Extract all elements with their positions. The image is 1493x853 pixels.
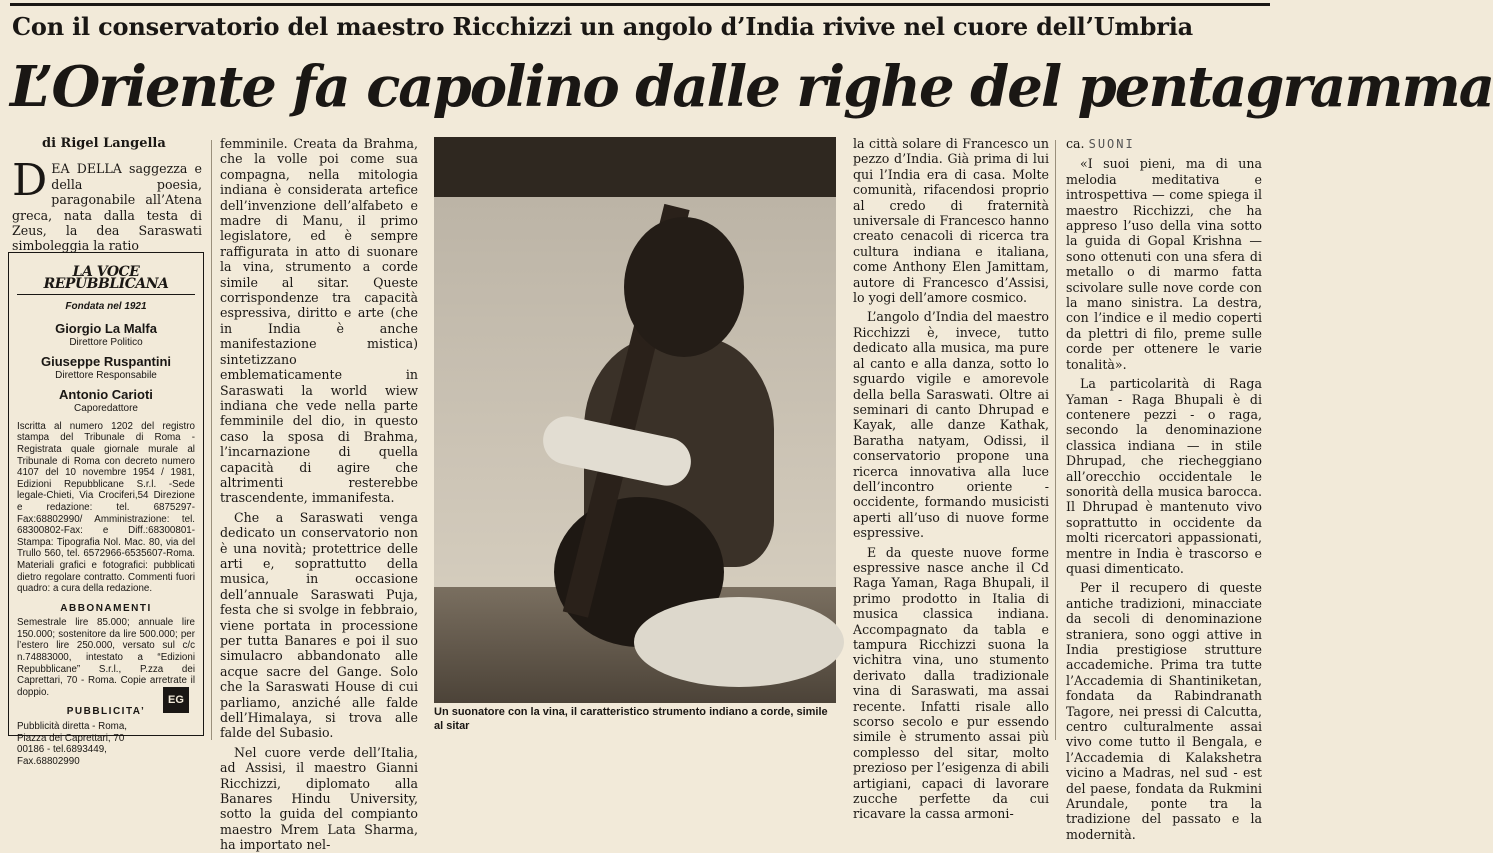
- paragraph: Per il recupero di queste antiche tradizioni, minacciate da secoli di denominazione straniera, sono oggi attive in India prestigiose strutture accademiche. Prima tra tutte l’Accademia di Shantiniketan, fondata da Rabindranath Tagore, nei pressi di Calcutta, centro culturalmente assai vivo come tutto il Bengala, e l’Accademia di Kalakshetra vicino a Madras, nel sud - est del paese, fondata da Rukmini Arundale, ponte tra la tradizione del passato e la modernità.: [1066, 580, 1262, 842]
- staff-role: Caporedattore: [74, 402, 138, 414]
- staff-name: Giorgio La Malfa: [55, 320, 157, 336]
- paragraph: Nel cuore verde dell’Italia, ad Assisi, il maestro Gianni Ricchizzi, diplomato alla Banares Hindu University, sotto la guida del compianto maestro Mrem Lata Sharma, ha importato nel-: [220, 744, 418, 853]
- column-divider: [211, 140, 212, 740]
- lead-paragraph: [12, 155, 202, 254]
- column-2: [220, 136, 418, 853]
- paragraph: La particolarità di Raga Yaman - Raga Bhupali è di contenere pezzi - o raga, secondo la denominazione classica indiana — in stile Dhrupad, che riecheggiano all’orecchio occidentale le sonorità della musica barocca. Il Dhrupad è mantenuto vivo soprattutto in occidente da molti ricercatori appassionati, mentre in India è trascorso e quasi dimenticato.: [1066, 376, 1262, 576]
- paragraph: L’angolo d’India del maestro Ricchizzi è, invece, tutto dedicato alla musica, ma pure al canto e alla danza, sotto lo sguardo vigile e amorevole della bella Saraswati. Oltre ai seminari di canto Dhrupad e Kayak, alle danze Kathak, Baratha natyam, Odissi, il conservatorio propone una ricerca innovativa alla luce dell’incontro oriente - occidente, formando musicisti aperti all’uso di nuove forme espressive.: [853, 309, 1049, 541]
- subscriptions-text: Semestrale lire 85.000; annuale lire 150.000; sostenitore da lire 500.000; per l’estero lire 250.000, versato sul c/c n.74883000, intestato a “Edizioni Repubblicane” S.r.l., P.zza dei Caprettari, 70 - Roma. Copie arretrate il doppio.: [17, 617, 195, 698]
- column-3: [853, 136, 1049, 822]
- staff-name: Antonio Carioti: [59, 386, 153, 402]
- top-rule: [10, 3, 1270, 6]
- kicker-headline: Con il conservatorio del maestro Ricchizzi un angolo d’India rivive nel cuore dell’Umbria: [12, 12, 1193, 41]
- drop-cap: D: [12, 155, 48, 207]
- masthead-box: [8, 252, 204, 767]
- column-divider: [1055, 140, 1056, 740]
- publisher-logo: EG: [163, 687, 189, 713]
- column-1-lead: [12, 136, 202, 254]
- paragraph: «I suoi pieni, ma di una melodia meditativa e introspettiva — come spiega il maestro Ricchizzi, che ha appreso l’uso della vina sotto la guida di Gopal Krishna — sono ottenuti con una sfera di metallo o di marmo fatta scivolare sulle nove corde con la mano sinistra. La destra, con l’indice e il medio coperti da plettri di filo, preme sulle corde per ottenere le varie tonalità».: [1066, 156, 1262, 372]
- continuation-text: ca.: [1066, 136, 1085, 151]
- staff-role: Direttore Responsabile: [55, 369, 157, 381]
- byline: di Rigel Langella: [42, 136, 166, 151]
- staff-role: Direttore Politico: [69, 336, 143, 348]
- handwritten-note: SUONI: [1088, 137, 1135, 151]
- main-headline: L’Oriente fa capolino dalle righe del pentagramma: [10, 54, 1493, 120]
- paragraph: Che a Saraswati venga dedicato un conservatorio non è una novità; protettrice delle arti e, soprattutto della musica, in occasione dell’annuale Saraswati Puja, festa che si svolge in febbraio, viene portata in processione per tutta Banares e poi il suo simulacro abbandonato alle acque sacre del Gange. Solo che la Saraswati House di cui parliamo, anziché alle falde dell’Himalaya, si trova alle falde del Subasio.: [220, 509, 418, 741]
- photo-caption: Un suonatore con la vina, il caratteristico strumento indiano a corde, simile al sitar: [434, 706, 828, 732]
- registration-text: Iscritta al numero 1202 del registro stampa del Tribunale di Roma -Registrata quale giornale murale al Tribunale di Roma con decreto numero 4107 del 10 novembre 1954 / 1981, Edizioni Repubblicane S.r.l. -Sede legale-Chieti, Via Crociferi,54 Direzione e redazione: tel. 6875297-Fax:68802990/ Amministrazione: tel. 68300802-Fax: e Diff.:68300801-Stampa: Tipografia Nol. Mac. 80, via del Trullo 560, tel. 6572966-6535607-Roma. Materiali grafici e fotografici: pubblicati dietro regolare contratto. Commenti fuori quadro: a cura della redazione.: [17, 420, 195, 595]
- subscriptions-heading: ABBONAMENTI: [60, 602, 152, 614]
- advertising-text: Pubblicità diretta - Roma, Piazza dei Caprettari, 70 00186 - tel.6893449, Fax.68802990: [17, 721, 127, 767]
- paragraph-start: [1066, 136, 1262, 152]
- paragraph: la città solare di Francesco un pezzo d’India. Già prima di lui qui l’India era di casa. Molte comunità, rifacendosi proprio al credo di fraternità universale di Francesco hanno creato cenacoli di ricerca tra cultura indiana e italiana, come Anthony Elen Jamittam, autore di Francesco d’Assisi, lo yogi dell’amore cosmico.: [853, 136, 1049, 306]
- vina-player-photo: [434, 137, 836, 703]
- column-4: [1066, 136, 1262, 842]
- paragraph: femminile. Creata da Brahma, che la volle poi come sua compagna, nella mitologia indiana è considerata artefice dell’invenzione dell’alfabeto e madre di Manu, il primo legislatore, ed è sempre raffigurata in atto di suonare la vina, strumento a corde simile al sitar. Queste corrispondenze tra capacità espressiva, diritto e arte (che in India è anche manifestazione mistica) sintetizzano emblematicamente in Saraswati la world wiew indiana che vede nella parte femminile del dio, in questo caso la sposa di Brahma, l’incarnazione di quella capacità di agire che altrimenti resterebbe trascendente, immanifesta.: [220, 136, 418, 506]
- masthead-founded: Fondata nel 1921: [65, 301, 147, 313]
- masthead-title: LA VOCE REPUBBLICANA: [17, 253, 195, 295]
- lead-text: EA DELLA saggezza e della poesia, paragonabile all’Atena greca, nata dalla testa di Zeus, la dea Saraswati simboleggia la ratio: [12, 161, 202, 254]
- advertising-heading: PUBBLICITA’: [66, 706, 146, 718]
- paragraph: E da queste nuove forme espressive nasce anche il Cd Raga Yaman, Raga Bhupali, il primo prodotto in Italia di musica classica indiana. Accompagnato da tabla e tampura Ricchizzi suona la vichitra vina, uno stumento derivato dalla tradizionale vina di Saraswati, ma assai recente. Infatti risale allo scorso secolo e pur essendo simile è strumento assai più complesso del sitar, molto prezioso per l’esigenza di abili artigiani, capaci di lavorare zucche perfette da cui ricavare la cassa armoni-: [853, 544, 1049, 822]
- staff-name: Giuseppe Ruspantini: [40, 353, 171, 369]
